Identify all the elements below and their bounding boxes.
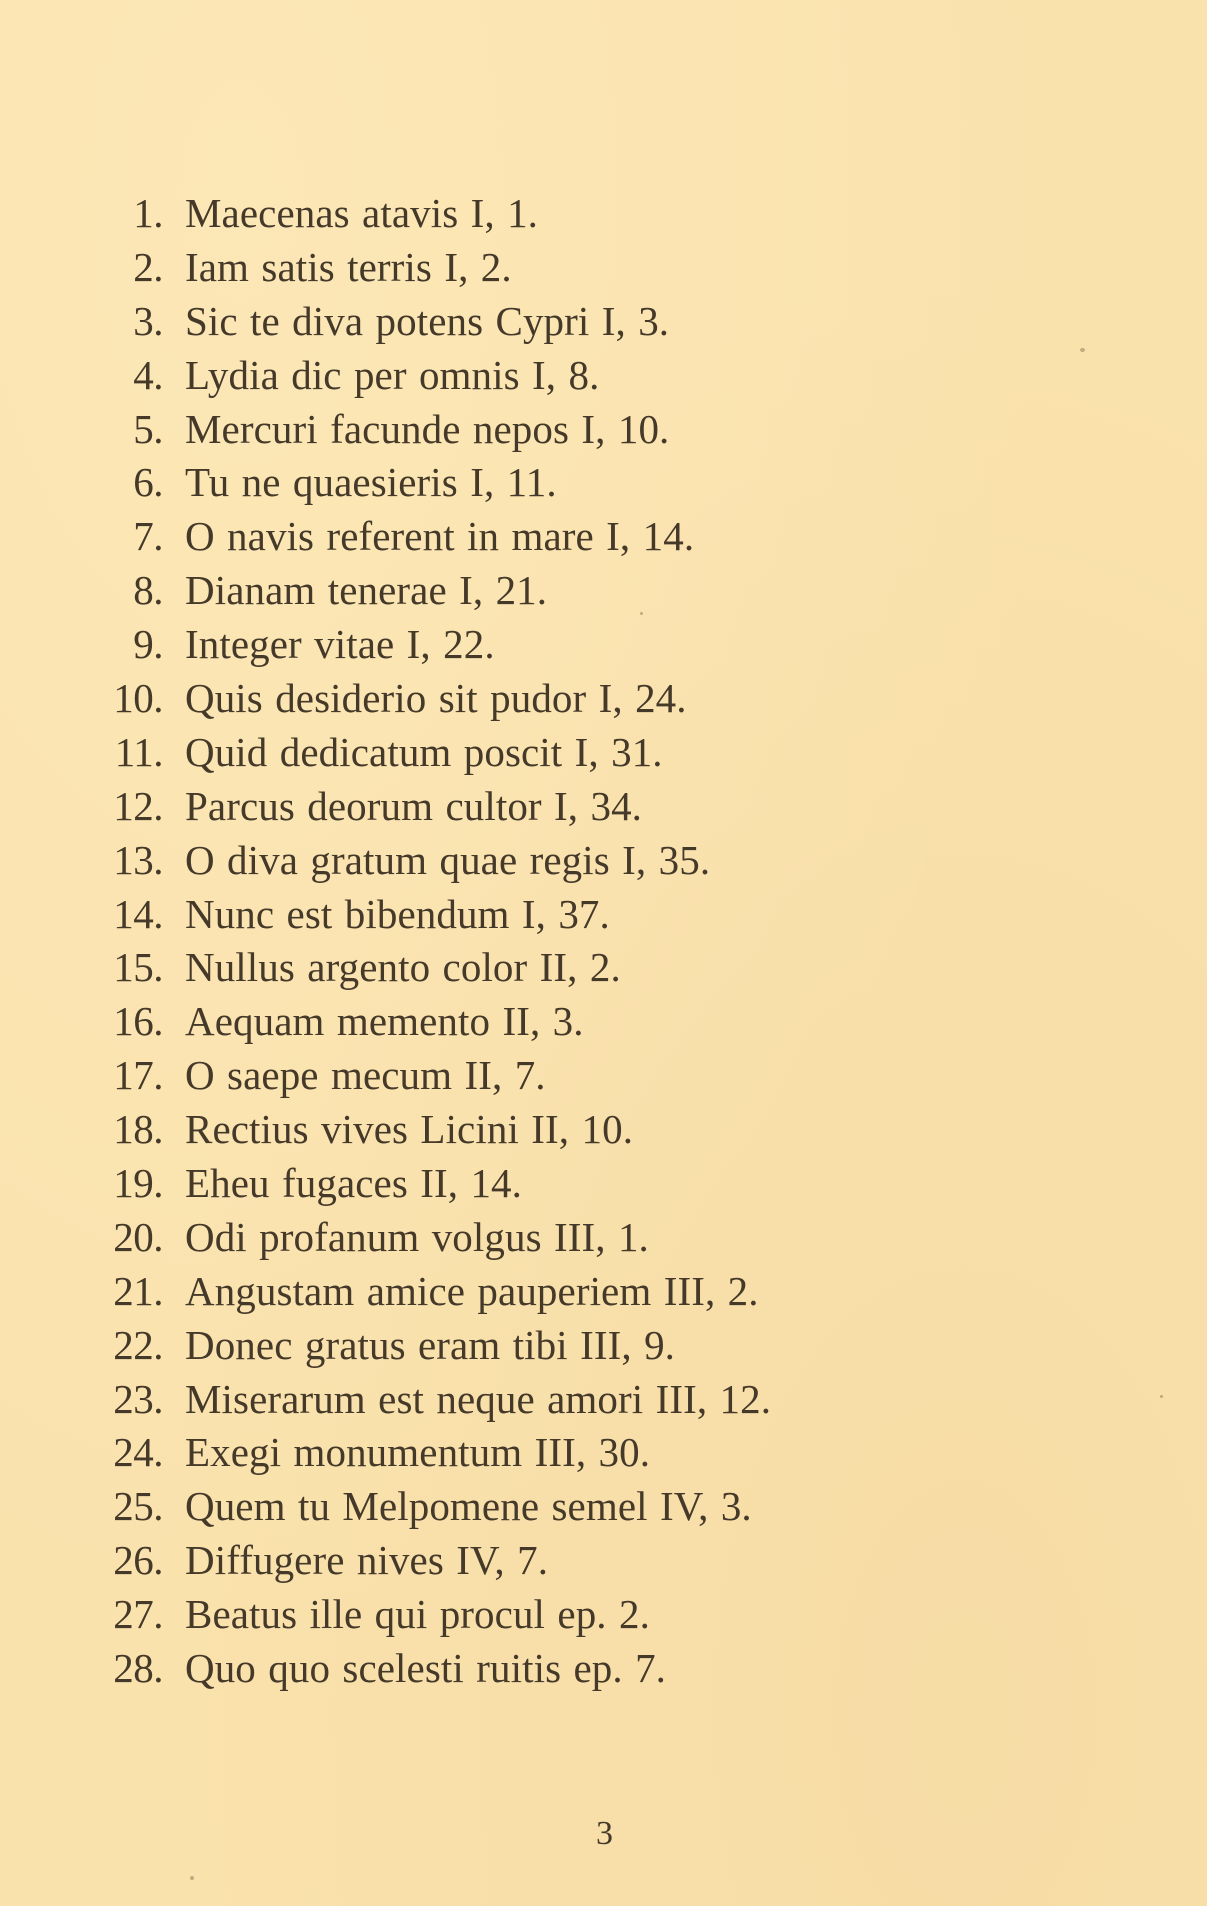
list-item [0, 564, 771, 618]
list-item [0, 1426, 771, 1480]
page-number [0, 1814, 1207, 1854]
entry-number: 28. [113, 1645, 163, 1692]
entry-number: 22. [113, 1321, 163, 1368]
entry-number: 15. [113, 944, 163, 991]
list-item [0, 187, 771, 241]
entry-title: Odi profanum volgus III, 1. [185, 1213, 649, 1260]
list-item [0, 456, 771, 510]
entry-title: Sic te diva potens Cypri I, 3. [185, 297, 670, 344]
entry-number: 7. [133, 513, 163, 560]
entry-number: 25. [113, 1483, 163, 1530]
entry-title: Quis desiderio sit pudor I, 24. [185, 675, 687, 722]
entry-title: Iam satis terris I, 2. [185, 243, 512, 290]
entry-title: Rectius vives Licini II, 10. [185, 1106, 634, 1153]
list-item [0, 618, 771, 672]
entry-number: 16. [113, 998, 163, 1045]
entry-title: Angustam amice pauperiem III, 2. [185, 1267, 759, 1314]
list-item [0, 1103, 771, 1157]
list-item [0, 510, 771, 564]
entry-title: Parcus deorum cultor I, 34. [185, 782, 643, 829]
list-item [0, 1049, 771, 1103]
entry-number: 6. [133, 459, 163, 506]
entry-title: Lydia dic per omnis I, 8. [185, 351, 600, 398]
entry-number: 13. [113, 836, 163, 883]
list-item [0, 241, 771, 295]
list-item [0, 780, 771, 834]
entry-number: 21. [113, 1267, 163, 1314]
entry-title: O diva gratum quae regis I, 35. [185, 836, 711, 883]
entry-title: Miserarum est neque amori III, 12. [185, 1375, 772, 1422]
list-item [0, 834, 771, 888]
entry-number: 12. [113, 782, 163, 829]
list-item [0, 672, 771, 726]
entry-number: 26. [113, 1537, 163, 1584]
list-item [0, 349, 771, 403]
entry-number: 9. [133, 621, 163, 668]
entry-title: Diffugere nives IV, 7. [185, 1537, 549, 1584]
list-item [0, 1480, 771, 1534]
entry-title: Mercuri facunde nepos I, 10. [185, 405, 670, 452]
entry-title: Maecenas atavis I, 1. [185, 190, 539, 236]
list-item [0, 1157, 771, 1211]
entry-title: Beatus ille qui procul ep. 2. [185, 1591, 650, 1638]
entry-title: Quid dedicatum poscit I, 31. [185, 728, 663, 775]
entry-number: 11. [114, 728, 163, 775]
entry-title: Aequam memento II, 3. [185, 998, 584, 1045]
entry-number: 17. [113, 1052, 163, 1099]
list-item [0, 995, 771, 1049]
list-item [0, 1319, 771, 1373]
paper-speck [1160, 1395, 1163, 1398]
entry-number: 3. [133, 297, 163, 344]
entry-title: O navis referent in mare I, 14. [185, 513, 695, 560]
list-item [0, 1642, 771, 1696]
list-item [0, 941, 771, 995]
list-item [0, 1211, 771, 1265]
entry-number: 24. [113, 1429, 163, 1476]
entry-title: Integer vitae I, 22. [185, 621, 495, 668]
entry-number: 5. [133, 405, 163, 452]
entry-title: Donec gratus eram tibi III, 9. [185, 1321, 676, 1368]
entry-title: Eheu fugaces II, 14. [185, 1160, 523, 1207]
entry-number: 18. [113, 1106, 163, 1153]
entry-title: Dianam tenerae I, 21. [185, 567, 548, 614]
entry-number: 23. [113, 1375, 163, 1422]
entry-number: 27. [113, 1591, 163, 1638]
entry-title: Nullus argento color II, 2. [185, 944, 621, 991]
entry-title: Nunc est bibendum I, 37. [185, 890, 610, 937]
list-item [0, 1265, 771, 1319]
entry-number: 1. [133, 190, 163, 236]
entry-title: Quo quo scelesti ruitis ep. 7. [185, 1645, 667, 1692]
entry-number: 19. [113, 1160, 163, 1207]
entry-title: Exegi monumentum III, 30. [185, 1429, 651, 1476]
table-of-contents [0, 187, 771, 1696]
entry-title: O saepe mecum II, 7. [185, 1052, 546, 1099]
paper-speck [190, 1876, 194, 1880]
entry-title: Quem tu Melpomene semel IV, 3. [185, 1483, 752, 1530]
entry-number: 8. [133, 567, 163, 614]
list-item [0, 726, 771, 780]
entry-number: 20. [113, 1213, 163, 1260]
list-item [0, 403, 771, 457]
entry-number: 2. [133, 243, 163, 290]
entry-title: Tu ne quaesieris I, 11. [185, 459, 557, 506]
entry-number: 10. [113, 675, 163, 722]
paper-speck [1080, 348, 1085, 352]
list-item [0, 1588, 771, 1642]
entry-number: 14. [113, 890, 163, 937]
list-item [0, 295, 771, 349]
entry-number: 4. [133, 351, 163, 398]
list-item [0, 1373, 771, 1427]
list-item [0, 1534, 771, 1588]
list-item [0, 888, 771, 942]
page-number-text: 3 [596, 1815, 613, 1852]
